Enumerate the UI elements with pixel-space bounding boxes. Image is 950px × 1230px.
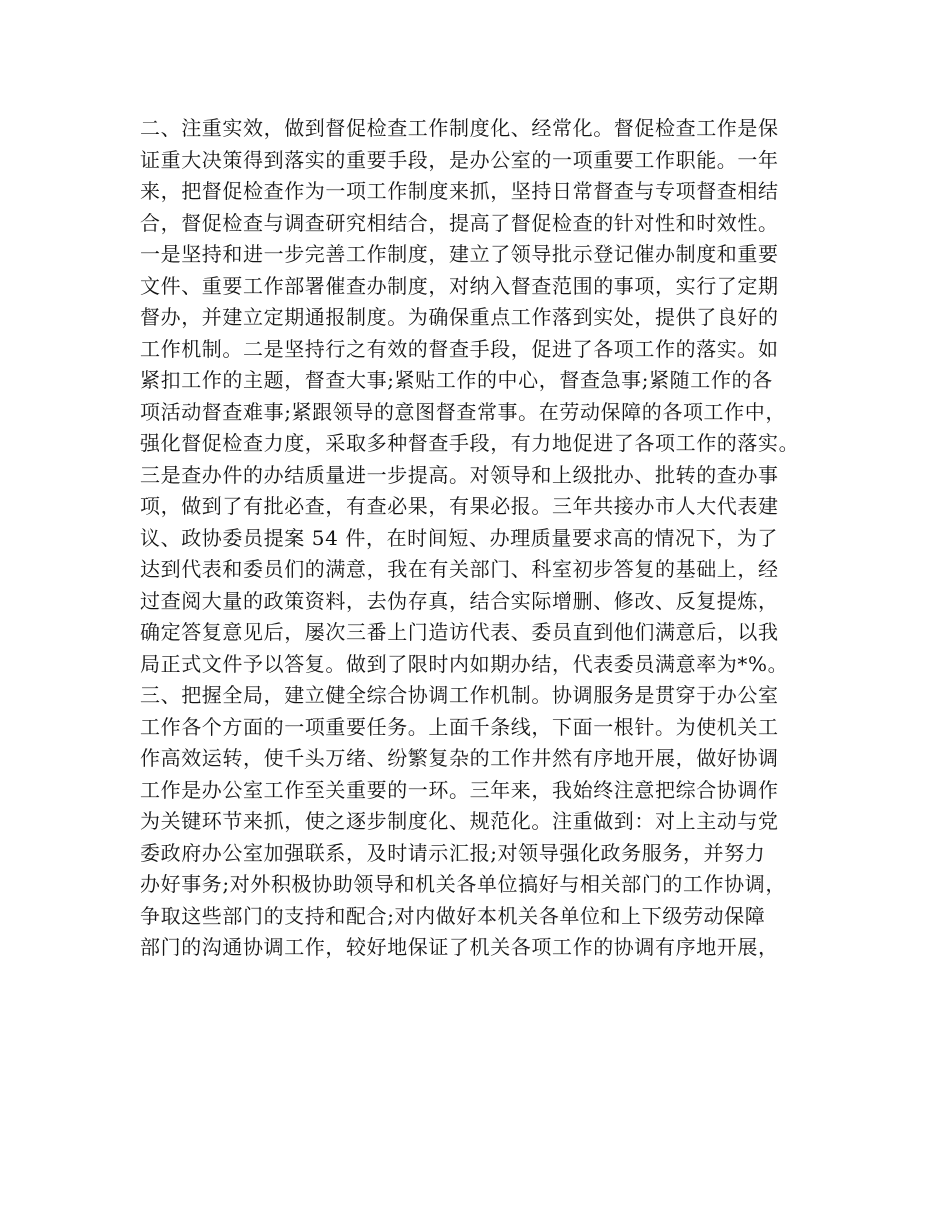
text-line: 作高效运转，使千头万绪、纷繁复杂的工作井然有序地开展，做好协调 bbox=[140, 746, 779, 770]
document-body-text bbox=[140, 113, 840, 964]
text-line: 部门的沟通协调工作，较好地保证了机关各项工作的协调有序地开展， bbox=[140, 935, 779, 959]
text-line: 来，把督促检查作为一项工作制度来抓，坚持日常督查与专项督查相结 bbox=[140, 179, 779, 203]
text-line: 工作各个方面的一项重要任务。上面千条线，下面一根针。为使机关工 bbox=[140, 714, 779, 739]
text-line: 争取这些部门的支持和配合;对内做好本机关各单位和上下级劳动保障 bbox=[140, 903, 766, 928]
text-line: 项，做到了有批必查，有查必果，有果必报。三年共接办市人大代表建 bbox=[140, 494, 779, 518]
text-line: 为关键环节来抓，使之逐步制度化、规范化。注重做到：对上主动与党 bbox=[140, 809, 779, 833]
text-line: 督办，并建立定期通报制度。为确保重点工作落到实处，提供了良好的 bbox=[140, 305, 779, 329]
text-line: 议、政协委员提案 54 件，在时间短、办理质量要求高的情况下，为了 bbox=[140, 525, 778, 550]
text-line: 办好事务;对外积极协助领导和机关各单位搞好与相关部门的工作协调， bbox=[140, 872, 786, 896]
text-line: 强化督促检查力度，采取多种督查手段，有力地促进了各项工作的落实。 bbox=[140, 431, 800, 455]
text-line: 三、把握全局，建立健全综合协调工作机制。协调服务是贯穿于办公室 bbox=[140, 683, 779, 707]
text-line: 确定答复意见后，屡次三番上门造访代表、委员直到他们满意后，以我 bbox=[140, 620, 779, 644]
text-line: 合，督促检查与调查研究相结合，提高了督促检查的针对性和时效性。 bbox=[140, 210, 779, 235]
text-line: 紧扣工作的主题，督查大事;紧贴工作的中心，督查急事;紧随工作的各 bbox=[140, 368, 773, 392]
text-line: 工作机制。二是坚持行之有效的督查手段，促进了各项工作的落实。如 bbox=[140, 336, 779, 361]
text-line: 证重大决策得到落实的重要手段，是办公室的一项重要工作职能。一年 bbox=[140, 147, 779, 172]
text-line: 文件、重要工作部署催查办制度，对纳入督查范围的事项，实行了定期 bbox=[140, 273, 779, 298]
text-line: 局正式文件予以答复。做到了限时内如期办结，代表委员满意率为*%。 bbox=[140, 651, 789, 676]
text-line: 工作是办公室工作至关重要的一环。三年来，我始终注意把综合协调作 bbox=[140, 777, 779, 802]
text-line: 达到代表和委员们的满意，我在有关部门、科室初步答复的基础上，经 bbox=[140, 557, 779, 581]
text-line: 项活动督查难事;紧跟领导的意图督查常事。在劳动保障的各项工作中， bbox=[140, 399, 786, 424]
text-line: 一是坚持和进一步完善工作制度，建立了领导批示登记催办制度和重要 bbox=[140, 242, 779, 266]
text-line: 三是查办件的办结质量进一步提高。对领导和上级批办、批转的查办事 bbox=[140, 462, 779, 487]
text-line: 过查阅大量的政策资料，去伪存真，结合实际增删、修改、反复提炼， bbox=[140, 588, 779, 613]
text-line: 委政府办公室加强联系，及时请示汇报;对领导强化政务服务，并努力 bbox=[140, 840, 766, 865]
text-line: 二、注重实效，做到督促检查工作制度化、经常化。督促检查工作是保 bbox=[140, 116, 779, 140]
